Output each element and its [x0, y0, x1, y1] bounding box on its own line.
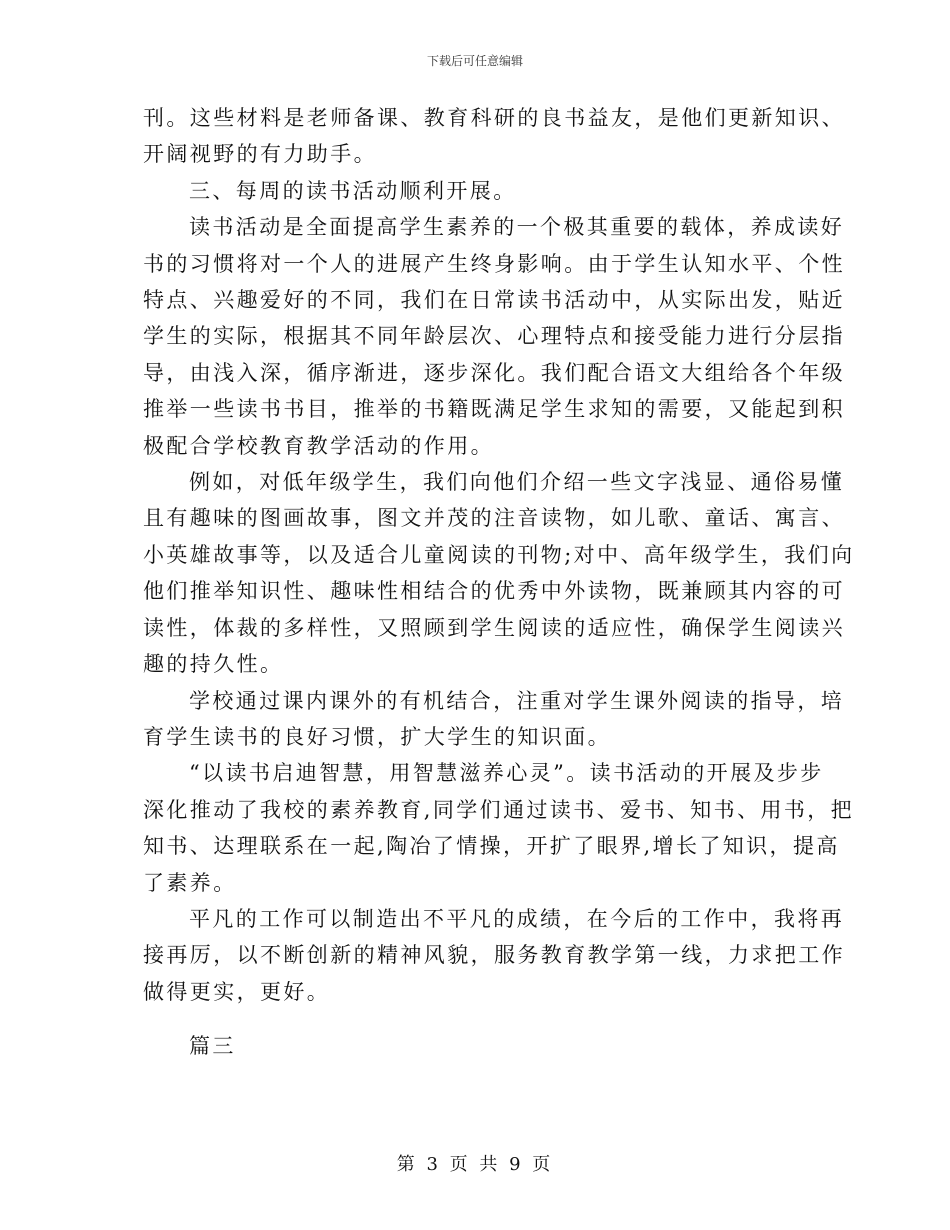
text-line: “以读书启迪智慧，用智慧滋养心灵”。读书活动的开展及步步: [189, 761, 824, 786]
text-line: 导，由浅入深，循序渐进，逐步深化。我们配合语文大组给各个年级: [143, 360, 845, 385]
text-line: 趣的持久性。: [143, 652, 284, 677]
text-line: 开阔视野的有力助手。: [143, 142, 377, 167]
text-line: 读性，体裁的多样性，又照顾到学生阅读的适应性，确保学生阅读兴: [143, 615, 845, 640]
text-line: 特点、兴趣爱好的不同，我们在日常读书活动中，从实际出发，贴近: [143, 288, 845, 313]
section-label: [143, 1028, 808, 1064]
text-line: 三、每周的读书活动顺利开展。: [189, 178, 517, 203]
text-line: 了素养。: [143, 870, 237, 895]
text-line: 平凡的工作可以制造出不平凡的成绩，在今后的工作中，我将再: [189, 906, 845, 931]
text-line: 读书活动是全面提高学生素养的一个极其重要的载体，养成读好: [189, 215, 845, 240]
text-line: 学校通过课内课外的有机结合，注重对学生课外阅读的指导，培: [189, 688, 845, 713]
text-line: 他们推举知识性、趣味性相结合的优秀中外读物，既兼顾其内容的可: [143, 579, 845, 604]
page-number: 第 3 页 共 9 页: [396, 1154, 554, 1175]
text-line: 知书、达理联系在一起,陶冶了情操，开扩了眼界,增长了知识，提高: [143, 834, 840, 859]
text-line: 极配合学校教育教学活动的作用。: [143, 433, 494, 458]
text-line: 做得更实，更好。: [143, 979, 331, 1004]
document-body: [143, 100, 855, 1065]
text-line: 深化推动了我校的素养教育,同学们通过读书、爱书、知书、用书，把: [143, 797, 855, 822]
paragraph-wisdom-quote: [143, 755, 855, 901]
page-header: 下载后可任意编辑: [426, 54, 523, 68]
text-line: 篇三: [189, 1034, 236, 1059]
paragraph-continuation: [143, 100, 845, 173]
text-line: 例如，对低年级学生，我们向他们介绍一些文字浅显、通俗易懂: [189, 470, 845, 495]
section-heading: [143, 173, 808, 209]
text-line: 接再厉，以不断创新的精神风貌，服务教育教学第一线，力求把工作: [143, 943, 845, 968]
text-line: 小英雄故事等，以及适合儿童阅读的刊物;对中、高年级学生，我们向: [143, 542, 855, 567]
text-line: 刊。这些材料是老师备课、教育科研的良书益友，是他们更新知识、: [143, 106, 845, 130]
text-line: 且有趣味的图画故事，图文并茂的注音读物，如儿歌、童话、寓言、: [143, 506, 845, 531]
text-line: 书的习惯将对一个人的进展产生终身影响。由于学生认知水平、个性: [143, 251, 845, 276]
paragraph-examples: [143, 464, 855, 682]
paragraph-school-guidance: [143, 683, 845, 756]
text-line: 学生的实际，根据其不同年龄层次、心理特点和接受能力进行分层指: [143, 324, 845, 349]
paragraph-conclusion: [143, 901, 845, 1010]
text-line: 育学生读书的良好习惯，扩大学生的知识面。: [143, 724, 611, 749]
paragraph-reading-activity: [143, 209, 845, 464]
text-line: 推举一些读书书目，推举的书籍既满足学生求知的需要，又能起到积: [143, 397, 845, 422]
